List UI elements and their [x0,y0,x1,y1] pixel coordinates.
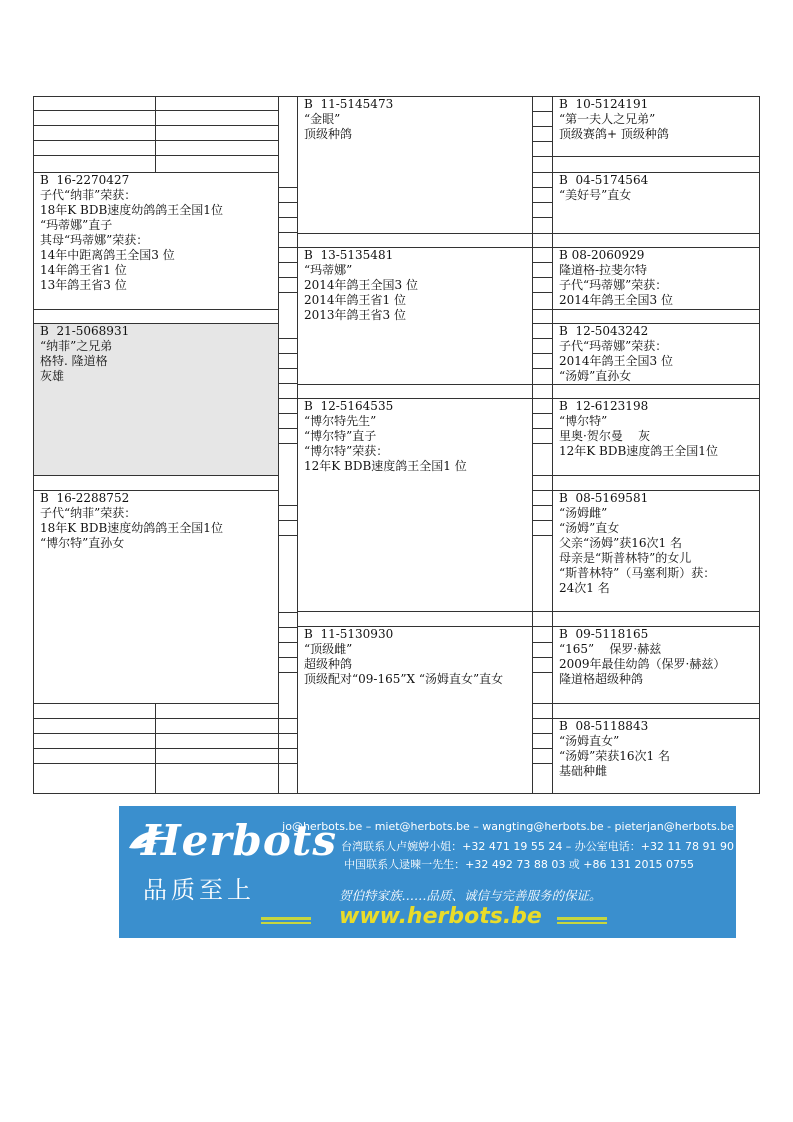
c1b-row [155,155,279,173]
narrow-row [533,111,553,112]
c2-bot-text: B 16-2288752 子代“纳菲”荣获： 18年K BDB速度幼鸽鸽王全国1位 “博尔特”直孙女 [40,491,223,550]
narrow-row [279,627,298,628]
narrow-row [279,398,298,399]
narrow-row [279,247,298,248]
c2-mid-text: B 21-5068931 “纳菲”之兄弟 格特. 隆道格 灰雄 [40,324,130,383]
c3-text-4: B 11-5130930 “顶级雌” 超级种鸽 顶级配对“09-165”X “汤姆直女”直女 [304,627,504,686]
narrow-col [532,96,553,794]
narrow-row [279,535,298,536]
c4-text-8: B 08-5118843 “汤姆直女” “汤姆”荣获16次1 名 基础种雌 [559,719,670,778]
narrow-row [533,247,553,248]
narrow-row [279,368,298,369]
c4-spacer [552,384,760,399]
c3-spacer [297,233,533,248]
narrow-row [533,368,553,369]
c1-row [33,718,156,734]
narrow-row [533,490,553,491]
decor-line-left [261,917,311,920]
narrow-row [279,262,298,263]
c4-text-4: B 12-5043242 子代“玛蒂娜”荣获： 2014年鸽王全国3 位 “汤姆”直孙女 [559,324,673,383]
narrow-row [533,172,553,173]
narrow-row [279,428,298,429]
c4-spacer [552,156,760,173]
narrow-row [279,202,298,203]
narrow-row [279,642,298,643]
narrow-row [279,353,298,354]
c4-spacer [552,703,760,719]
c4-text-6: B 08-5169581 “汤姆雌” “汤姆”直女 父亲“汤姆”获16次1 名 母亲是“斯普林特”的女儿 “斯普林特”（马塞利斯）获： 24次1 名 [559,491,716,595]
narrow-row [279,277,298,278]
c1b-row [155,703,279,719]
c1-row [33,763,156,794]
c1-row [33,140,156,156]
narrow-row [279,763,298,764]
c4-text-2: B 04-5174564 “美好号”直女 [559,173,649,202]
narrow-row [533,217,553,218]
narrow-row [279,413,298,414]
narrow-row [533,642,553,643]
narrow-row [533,428,553,429]
c3-text-3: B 12-5164535 “博尔特先生” “博尔特”直子 “博尔特”荣获： 12年K BDB速度鸽王全国1 位 [304,399,467,473]
c2-top-text: B 16-2270427 子代“纳菲”荣获： 18年K BDB速度幼鸽鸽王全国1位 “玛蒂娜”直子 其母“玛蒂娜”荣获： 14年中距离鸽王全国3 位 14年鸽王省1 位 13年鸽王省3 位 [40,173,223,292]
narrow-row [533,233,553,234]
herbots-banner [119,806,736,938]
narrow-row [533,187,553,188]
narrow-row [533,384,553,385]
c1b-row [155,96,279,111]
c4-spacer [552,233,760,248]
c4-spacer [552,611,760,627]
c4-text-3: B 08-2060929 隆道格-拉斐尔特 子代“玛蒂娜”荣获： 2014年鸽王全国3 位 [559,248,673,307]
narrow-row [533,703,553,704]
narrow-row [279,733,298,734]
c1b-row [155,110,279,126]
c4-text-1: B 10-5124191 “第一夫人之兄弟” 顶级赛鸽+ 顶级种鸽 [559,97,669,141]
decor-line-right [557,922,607,924]
narrow-row [533,277,553,278]
c4-text-5: B 12-6123198 “博尔特” 里奥·贺尔曼 灰 12年K BDB速度鸽王全国1位 [559,399,718,458]
narrow-row [533,323,553,324]
tagline: 贺伯特家族……品质、诚信与完善服务的保证。 [339,888,602,903]
narrow-row [279,217,298,218]
narrow-row [533,520,553,521]
narrow-row [279,232,298,233]
c1-row [33,733,156,749]
narrow-row [533,126,553,127]
narrow-row [533,535,553,536]
narrow-row [533,262,553,263]
narrow-row [533,657,553,658]
c1-row [33,110,156,126]
narrow-row [533,672,553,673]
narrow-row [533,398,553,399]
narrow-row [279,657,298,658]
narrow-row [533,202,553,203]
narrow-row [533,763,553,764]
c4-spacer [552,475,760,491]
c1b-row [155,125,279,141]
narrow-row [533,156,553,157]
c1b-row [155,733,279,749]
narrow-row [279,672,298,673]
narrow-row [533,413,553,414]
narrow-col [278,96,298,794]
narrow-row [533,292,553,293]
c3-spacer [297,611,533,627]
c1-row [33,155,156,173]
narrow-row [279,520,298,521]
email-line[interactable]: jo@herbots.be – miet@herbots.be – wangting@herbots.be - pieterjan@herbots.be [282,820,734,833]
narrow-row [533,353,553,354]
narrow-row [279,187,298,188]
slogan: 品质至上 [143,876,255,904]
narrow-row [533,718,553,719]
narrow-row [279,338,298,339]
narrow-row [279,383,298,384]
c1b-row [155,718,279,734]
c4-spacer [552,309,760,324]
c1b-row [155,763,279,794]
decor-line-left [261,922,311,924]
decor-line-right [557,917,607,920]
narrow-row [533,611,553,612]
narrow-row [533,748,553,749]
website-link[interactable]: www.herbots.be [339,904,542,929]
c1b-row [155,748,279,764]
c2-spacer [33,309,279,324]
narrow-row [279,292,298,293]
c3-text-2: B 13-5135481 “玛蒂娜” 2014年鸽王全国3 位 2014年鸽王省1 位 2013年鸽王省3 位 [304,248,418,322]
c1-row [33,748,156,764]
narrow-row [533,443,553,444]
narrow-row [533,338,553,339]
narrow-row [279,612,298,613]
china-contact-line: 中国联系人逯暕一先生：+32 492 73 88 03 或 +86 131 2015 0755 [344,858,694,871]
narrow-row [533,309,553,310]
narrow-row [533,505,553,506]
taiwan-contact-line: 台湾联系人卢婉婷小姐：+32 471 19 55 24 – 办公室电话：+32 11 78 91 90 [341,840,734,853]
narrow-row [533,733,553,734]
herbots-logo: Herbots [141,816,337,865]
narrow-row [279,443,298,444]
c1-row [33,703,156,719]
narrow-row [533,626,553,627]
narrow-row [279,718,298,719]
c3-text-1: B 11-5145473 “金眼” 顶级种鸽 [304,97,394,141]
narrow-row [533,141,553,142]
c2-spacer [33,475,279,491]
narrow-row [279,505,298,506]
c1-row [33,125,156,141]
c1b-row [155,140,279,156]
narrow-row [279,748,298,749]
c3-spacer [297,384,533,399]
narrow-row [533,475,553,476]
c1-row [33,96,156,111]
c4-text-7: B 09-5118165 “165” 保罗·赫兹 2009年最佳幼鸽（保罗·赫兹） 隆道格超级种鸽 [559,627,726,686]
